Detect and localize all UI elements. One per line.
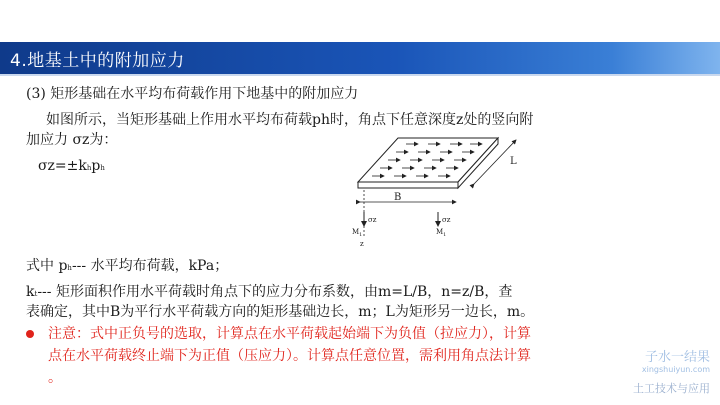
watermark-title: 子水一结果 xyxy=(644,350,710,365)
slide-title: 4.地基土中的附加应力 xyxy=(10,51,185,71)
intro-line-1: 如图所示，当矩形基础上作用水平均布荷载ph时，角点下任意深度z处的竖向附 xyxy=(46,112,534,128)
definition-kt: kt--- 矩形面积作用水平荷载时角点下的应力分布系数，由m=L/B，n=z/B，查 xyxy=(26,284,513,300)
label-L: L xyxy=(510,156,517,167)
watermark-url: xingshuiyun.com xyxy=(641,365,710,374)
formula-main: σz=±k xyxy=(38,158,87,174)
definition-kt-line-2: 表确定，其中B为平行水平荷载方向的矩形基础边长，m；L为矩形另一边长，m。 xyxy=(26,304,535,320)
note-line-3: 。 xyxy=(48,370,62,386)
intro-line-2: 加应力 σz为： xyxy=(26,132,118,148)
note-bullet xyxy=(26,330,34,338)
header-divider xyxy=(0,74,720,76)
label-B: B xyxy=(394,192,402,203)
slide-header-bar xyxy=(0,42,720,74)
label-sigma-left: σz xyxy=(368,216,377,224)
formula-p: p xyxy=(91,158,101,174)
watermark xyxy=(633,346,710,396)
footing-top-face xyxy=(358,138,498,182)
definition-ph: 式中 ph--- 水平均布荷载，kPa； xyxy=(26,258,229,274)
formula-p-subscript: h xyxy=(100,164,105,172)
load-diagram xyxy=(340,132,560,250)
note-line-2: 点在水平荷载终止端下为正值（压应力）。计算点任意位置，需利用角点法计算 xyxy=(48,348,531,364)
label-sigma-right: σz xyxy=(442,216,451,224)
section-title: (3) 矩形基础在水平均布荷载作用下地基中的附加应力 xyxy=(26,86,359,102)
watermark-subtitle: 土工技术与应用 xyxy=(633,382,710,395)
label-M1-left: $M_1$ xyxy=(352,228,363,238)
footing-front-face xyxy=(358,182,458,188)
formula-k-subscript: h xyxy=(86,164,92,172)
label-z: z xyxy=(360,240,364,248)
main-formula xyxy=(38,156,105,178)
label-M1-right: $M_1$ xyxy=(436,228,447,238)
note-line-1: 注意：式中正负号的选取，计算点在水平荷载起始端下为负值（拉应力），计算 xyxy=(48,326,531,342)
